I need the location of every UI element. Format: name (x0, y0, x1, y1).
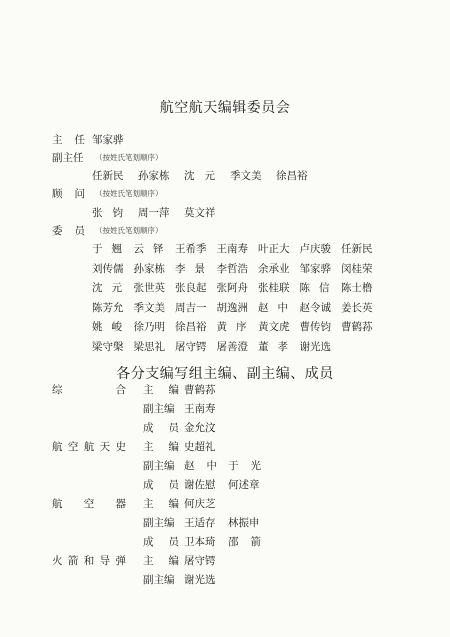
member-name: 周吉一 (175, 301, 207, 314)
subgroup-member: 谢佐慰 (184, 479, 216, 491)
subgroup-row (0, 401, 450, 417)
subgroup-member: 邵箭 (228, 536, 273, 548)
subgroup-member: 于光 (228, 460, 273, 472)
member-label: 委员 (52, 225, 97, 237)
role-label: 副主编 (143, 574, 175, 586)
role-label: 主 编 (143, 441, 179, 453)
member-name: 陈士橹 (341, 282, 373, 294)
member-name: 卢庆骏 (299, 243, 331, 255)
vice-chair-label-row (0, 150, 450, 166)
role-label: 主 编 (143, 384, 179, 396)
advisor-names (92, 205, 230, 221)
member-name: 姚峻 (92, 321, 131, 333)
member-row (92, 338, 383, 358)
subgroup-member: 何述章 (228, 479, 260, 491)
member-name: 梁守槃 (92, 340, 124, 353)
subgroup-member: 曹鹤荪 (184, 384, 216, 396)
member-name: 张阿舟 (216, 282, 248, 294)
subgroup-row (0, 458, 450, 474)
member-name: 王南寿 (216, 243, 248, 255)
chair-label: 主任 (52, 134, 97, 146)
subgroup-row (0, 439, 450, 455)
subgroup-member: 谢光选 (184, 574, 216, 586)
member-name: 谢光选 (299, 340, 331, 353)
subgroup-row (0, 496, 450, 512)
subgroup-member: 金允汶 (184, 422, 216, 434)
member-name: 梁思礼 (133, 340, 165, 353)
subgroup-name (52, 382, 126, 398)
subgroup-row (0, 420, 450, 436)
subgroup-member: 王南寿 (184, 403, 216, 415)
vice-chair-name: 沈元 (184, 170, 225, 182)
advisor-note: （按姓氏笔划顺序） (95, 189, 163, 198)
member-row (92, 240, 383, 260)
vice-chair-name: 徐昌裕 (276, 170, 308, 182)
committee-title: 航空航天编辑委员会 (159, 100, 291, 116)
subgroup-member: 何庆芝 (184, 498, 216, 510)
advisor-name: 张钧 (92, 207, 133, 219)
member-name: 任新民 (341, 243, 373, 255)
subgroup-row (0, 477, 450, 493)
vice-chair-label: 副主任 (52, 152, 84, 164)
member-name: 张桂联 (258, 282, 290, 294)
subgroup-member: 林振申 (228, 517, 260, 529)
member-name: 张世英 (133, 282, 165, 294)
subgroup-name-char: 合 (115, 384, 126, 396)
chair-row (0, 132, 450, 148)
member-name: 屠善澄 (216, 340, 248, 353)
role-label: 成 员 (143, 479, 179, 491)
member-name: 张良起 (175, 282, 207, 294)
chair-name: 邹家骅 (92, 134, 124, 146)
member-row (92, 318, 383, 338)
member-name: 赵中 (258, 301, 297, 314)
advisor-label-row (0, 186, 450, 202)
subgroup-member: 赵中 (184, 460, 229, 472)
member-name: 沈元 (92, 282, 131, 294)
member-name: 邹家骅 (299, 262, 331, 275)
vice-chair-note: （按姓氏笔划顺序） (95, 153, 163, 162)
chair-names (92, 132, 138, 148)
role-label: 成 员 (143, 422, 179, 434)
member-name: 陈芳允 (92, 301, 124, 314)
member-name: 李景 (175, 262, 214, 275)
member-name: 于翘 (92, 243, 131, 255)
member-name: 季文美 (133, 301, 165, 314)
member-name: 赵令诚 (299, 301, 331, 314)
subgroup-row (0, 515, 450, 531)
vice-chair-names-row (0, 168, 450, 184)
member-name: 曹鹤荪 (341, 321, 373, 333)
member-name: 李哲浩 (216, 262, 248, 275)
role-label: 主 编 (143, 498, 179, 510)
role-label: 主 编 (143, 555, 179, 567)
vice-chair-name: 孙家栋 (138, 170, 170, 182)
member-name: 黄序 (216, 321, 256, 333)
subgroup-name: 航 空 航 天 史 (52, 441, 126, 453)
subgroup-name-char: 综 (52, 384, 63, 396)
member-row (92, 299, 383, 319)
member-grid (92, 240, 383, 357)
member-note: （按姓氏笔划顺序） (95, 226, 163, 235)
advisor-name: 周一萍 (138, 207, 170, 219)
subgroup-name: 航 空 器 (52, 498, 126, 510)
advisor-label: 顾问 (52, 188, 97, 200)
subgroup-name: 火 箭 和 导 弹 (52, 555, 126, 567)
member-name: 屠守锷 (175, 340, 207, 353)
subgroup-member: 卫本琦 (184, 536, 216, 548)
member-name: 陈信 (299, 282, 339, 294)
member-name: 余承业 (258, 262, 290, 275)
member-name: 徐乃明 (133, 321, 165, 333)
member-name: 董孝 (258, 340, 297, 353)
member-row (92, 279, 383, 299)
role-label: 副主编 (143, 517, 175, 529)
vice-chair-name: 季文美 (230, 170, 262, 182)
member-name: 黄文虎 (258, 321, 290, 333)
member-name: 云铎 (133, 243, 173, 255)
member-name: 曹传钧 (299, 321, 331, 333)
advisor-name: 莫文祥 (184, 207, 216, 219)
member-label-row (0, 223, 450, 239)
member-name: 孙家栋 (133, 262, 165, 275)
member-name: 徐昌裕 (175, 321, 207, 333)
subgroup-row (0, 553, 450, 569)
member-name: 胡逸洲 (216, 301, 248, 314)
subgroup-member: 王适存 (184, 517, 216, 529)
subgroup-row (0, 534, 450, 550)
member-name: 姜长英 (341, 301, 373, 314)
advisor-names-row (0, 205, 450, 221)
vice-chair-name: 任新民 (92, 170, 124, 182)
role-label: 成 员 (143, 536, 179, 548)
subgroup-member: 屠守锷 (184, 555, 216, 567)
member-row (92, 260, 383, 280)
member-name: 闵桂荣 (341, 262, 373, 275)
role-label: 副主编 (143, 403, 175, 415)
subgroups-title: 各分支编写组主编、副主编、成员 (116, 366, 334, 382)
role-label: 副主编 (143, 460, 175, 472)
member-name: 刘传儒 (92, 262, 124, 275)
subgroup-row (0, 572, 450, 588)
subgroup-member: 史超礼 (184, 441, 216, 453)
member-name: 王希季 (175, 243, 207, 255)
subgroup-row (0, 382, 450, 398)
member-name: 叶正大 (258, 243, 290, 255)
vice-chair-names (92, 168, 322, 184)
